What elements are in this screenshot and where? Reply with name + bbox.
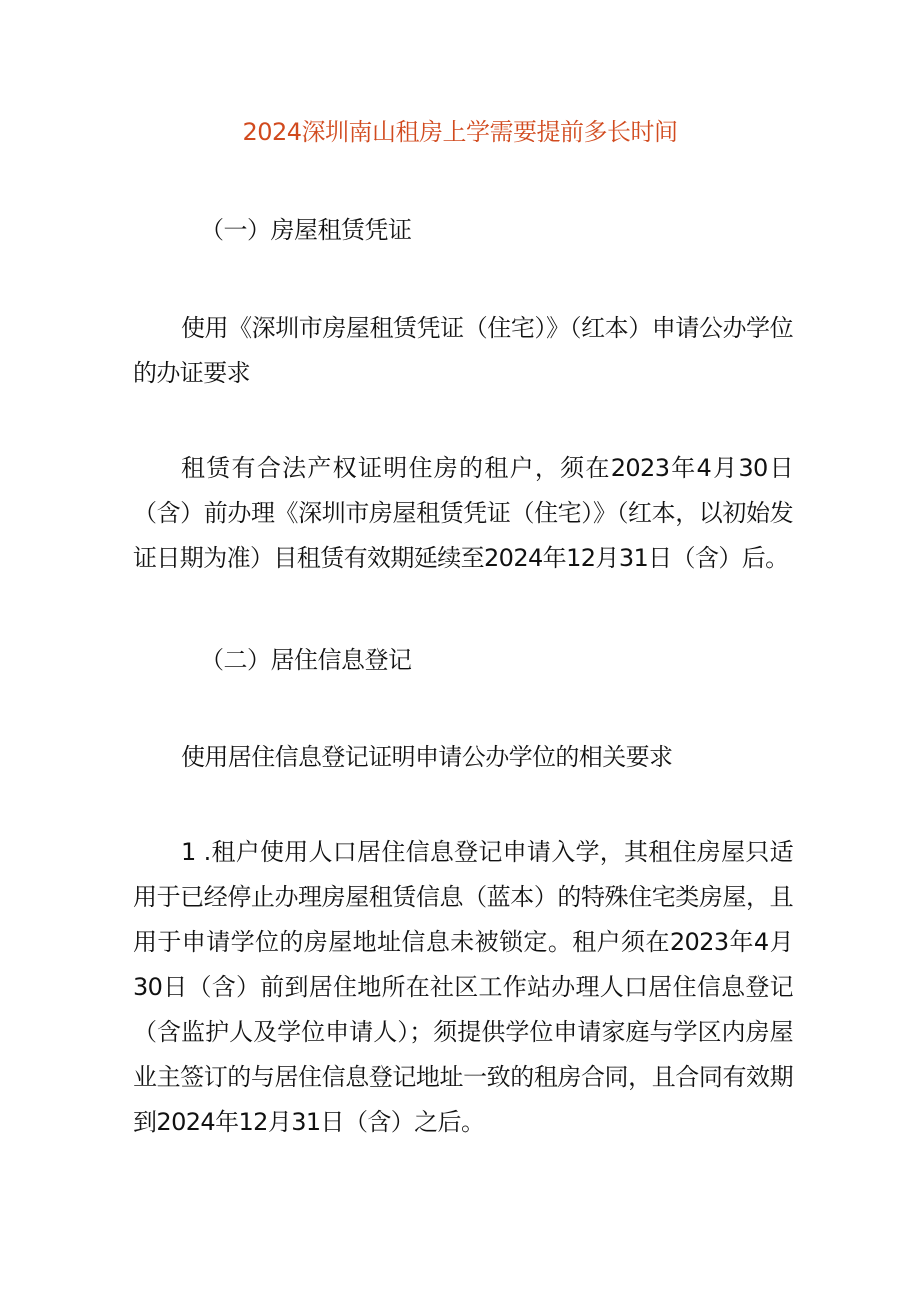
section-1-body-paragraph: 租赁有合法产权证明住房的租户，须在2023年4月30日（含）前办理《深圳市房屋租赁凭证（住宅）》（红本，以初始发证日期为准）目租赁有效期延续至2024年12月31日（含）后。 bbox=[133, 454, 793, 572]
section-1-subheading: 使用《深圳市房屋租赁凭证（住宅）》（红本）申请公办学位的办证要求 bbox=[133, 314, 793, 387]
section-1-heading: （一）房屋租赁凭证 bbox=[200, 216, 412, 244]
section-2-item-1-paragraph: 1 .租户使用人口居住信息登记申请入学，其租住房屋只适用于已经停止办理房屋租赁信息（蓝本）的特殊住宅类房屋，且用于申请学位的房屋地址信息未被锁定。租户须在2023年4月30日（含）前到居住地所在社区工作站办理人口居住信息登记（含监护人及学位申请人）；须提供学位申请家庭与学区内房屋业主签订的与居住信息登记地址一致的租房合同，且合同有效期到2024年12月31日（含）之后。 bbox=[133, 838, 793, 1136]
section-2-heading: （二）居住信息登记 bbox=[200, 646, 412, 674]
document-title: 2024深圳南山租房上学需要提前多长时间 bbox=[242, 118, 678, 146]
section-2-subheading: 使用居住信息登记证明申请公办学位的相关要求 bbox=[181, 743, 673, 771]
